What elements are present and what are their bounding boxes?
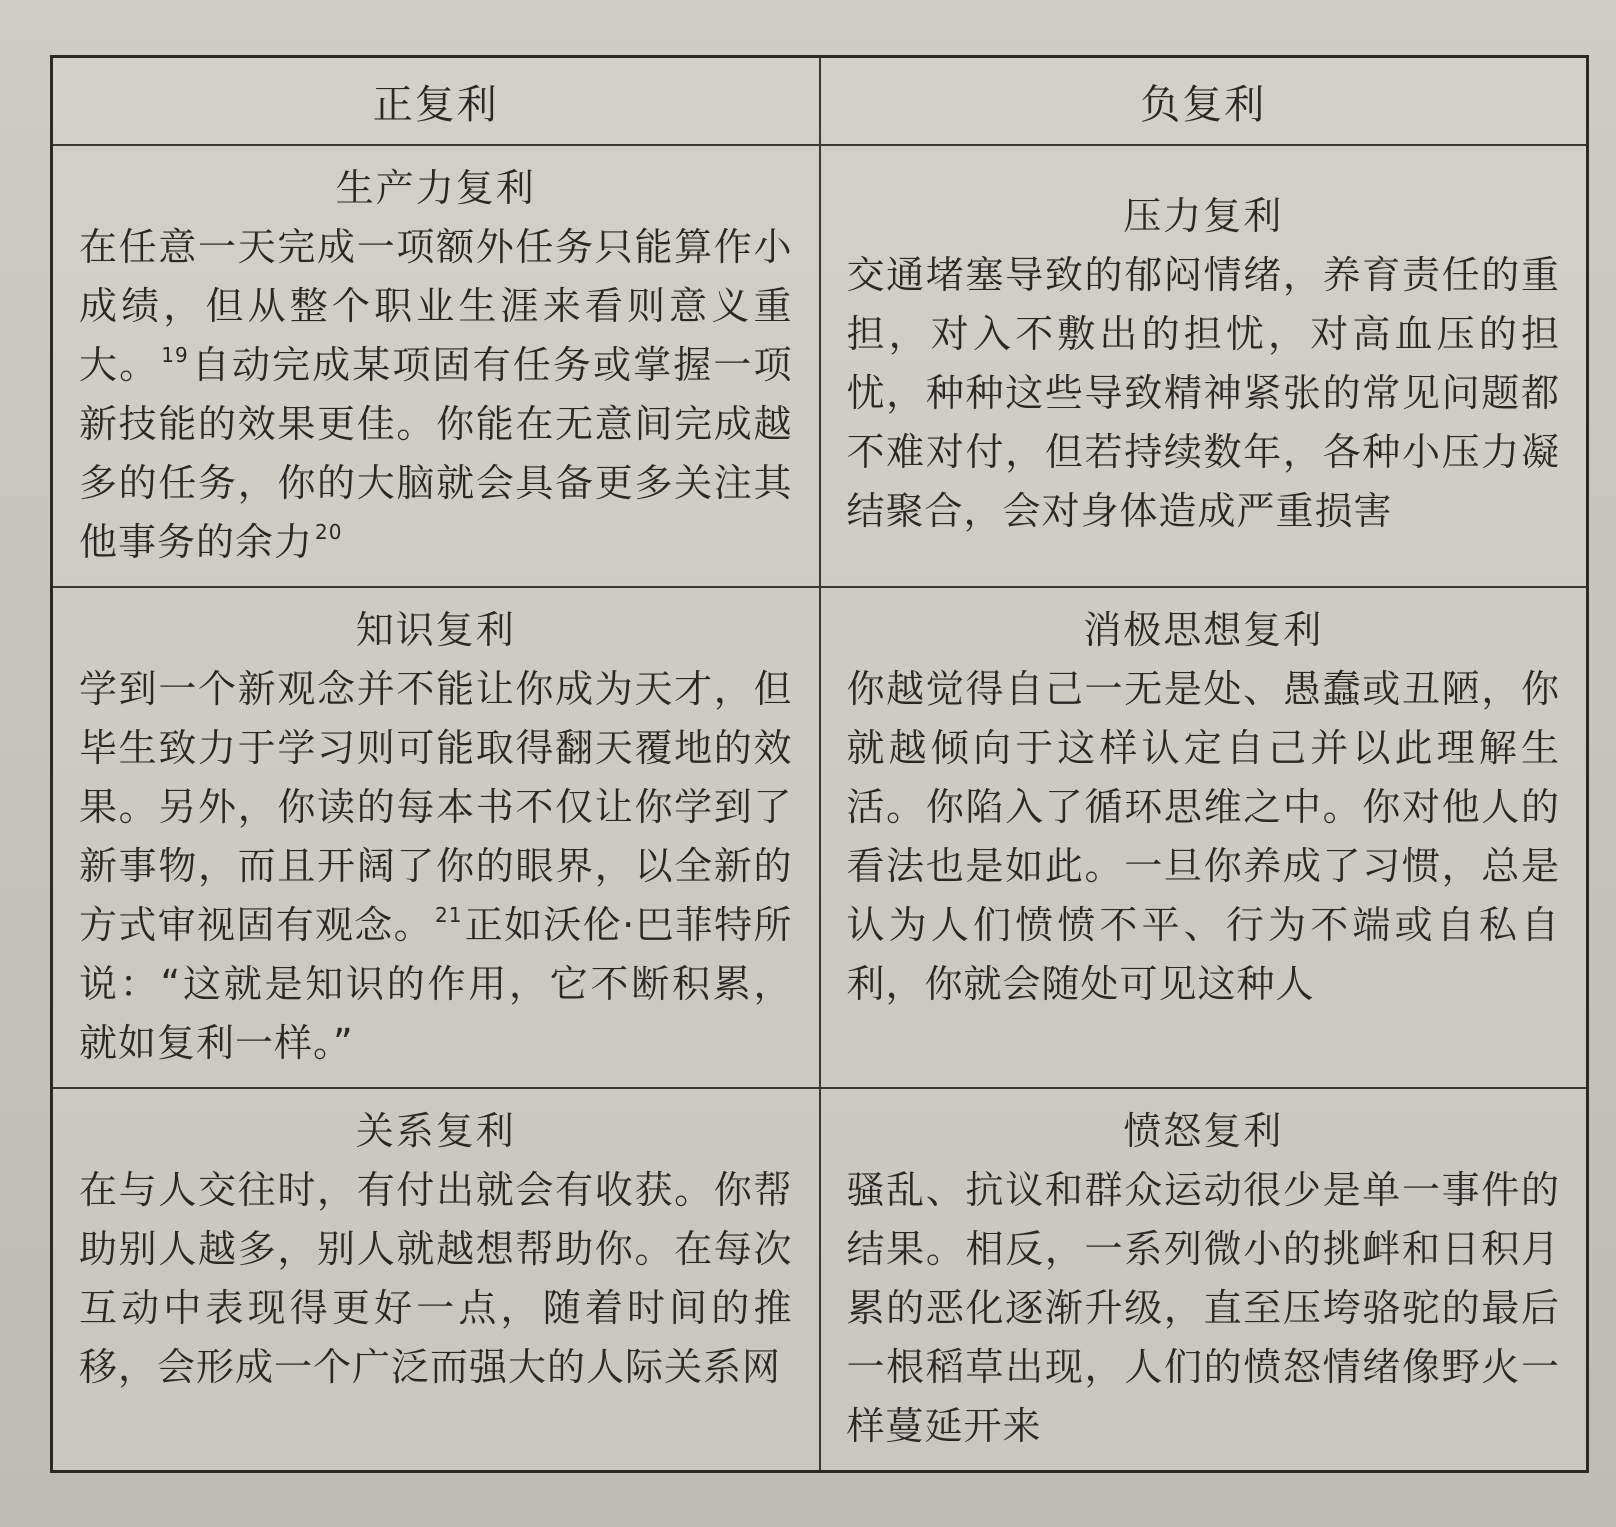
cell-knowledge-compounding	[52, 587, 820, 1088]
table-row	[52, 1088, 1588, 1472]
cell-title: 关系复利	[355, 1109, 516, 1153]
cell-text	[79, 660, 793, 1073]
cell-stress-compounding	[820, 145, 1588, 587]
cell-title: 压力复利	[1123, 194, 1284, 238]
compounding-table	[50, 55, 1589, 1473]
header-negative-compounding: 负复利	[820, 57, 1588, 146]
footnote-ref: 20	[315, 520, 343, 544]
cell-title: 愤怒复利	[1123, 1109, 1284, 1153]
footnote-ref: 19	[161, 343, 189, 367]
cell-text-part: 正如沃伦·巴菲特所说：“这就是知识的作用，它不断积累，就如复利一样。”	[79, 903, 793, 1065]
cell-text: 交通堵塞导致的郁闷情绪，养育责任的重担，对入不敷出的担忧，对高血压的担忧，种种这些导致精神紧张的常见问题都不难对付，但若持续数年，各种小压力凝结聚合，会对身体造成严重损害	[846, 253, 1560, 533]
cell-title: 生产力复利	[335, 166, 536, 210]
cell-text: 骚乱、抗议和群众运动很少是单一事件的结果。相反，一系列微小的挑衅和日积月累的恶化逐渐升级，直至压垮骆驼的最后一根稻草出现，人们的愤怒情绪像野火一样蔓延开来	[846, 1168, 1560, 1448]
cell-anger-compounding	[820, 1088, 1588, 1472]
cell-text	[79, 218, 793, 572]
table-row	[52, 587, 1588, 1088]
cell-text-part: 自动完成某项固有任务或掌握一项新技能的效果更佳。你能在无意间完成越多的任务，你的大脑就会具备更多关注其他事务的余力	[79, 343, 793, 564]
cell-text-part: 学到一个新观念并不能让你成为天才，但毕生致力于学习则可能取得翻天覆地的效果。另外，你读的每本书不仅让你学到了新事物，而且开阔了你的眼界，以全新的方式审视固有观念。	[79, 667, 793, 947]
cell-relationship-compounding	[52, 1088, 820, 1472]
cell-text: 在与人交往时，有付出就会有收获。你帮助别人越多，别人就越想帮助你。在每次互动中表现得更好一点，随着时间的推移，会形成一个广泛而强大的人际关系网	[79, 1168, 793, 1389]
cell-title: 消极思想复利	[1083, 608, 1324, 652]
cell-productivity-compounding	[52, 145, 820, 587]
table-header-row	[52, 57, 1588, 146]
footnote-ref: 21	[434, 903, 463, 927]
header-positive-compounding: 正复利	[52, 57, 820, 146]
cell-text: 你越觉得自己一无是处、愚蠢或丑陋，你就越倾向于这样认定自己并以此理解生活。你陷入了循环思维之中。你对他人的看法也是如此。一旦你养成了习惯，总是认为人们愤愤不平、行为不端或自私自利，你就会随处可见这种人	[846, 667, 1560, 1006]
cell-text-part: 在任意一天完成一项额外任务只能算作小成绩，但从整个职业生涯来看则意义重大。	[79, 225, 793, 387]
table-row	[52, 145, 1588, 587]
cell-negative-thinking-compounding	[820, 587, 1588, 1088]
cell-title: 知识复利	[355, 608, 516, 652]
